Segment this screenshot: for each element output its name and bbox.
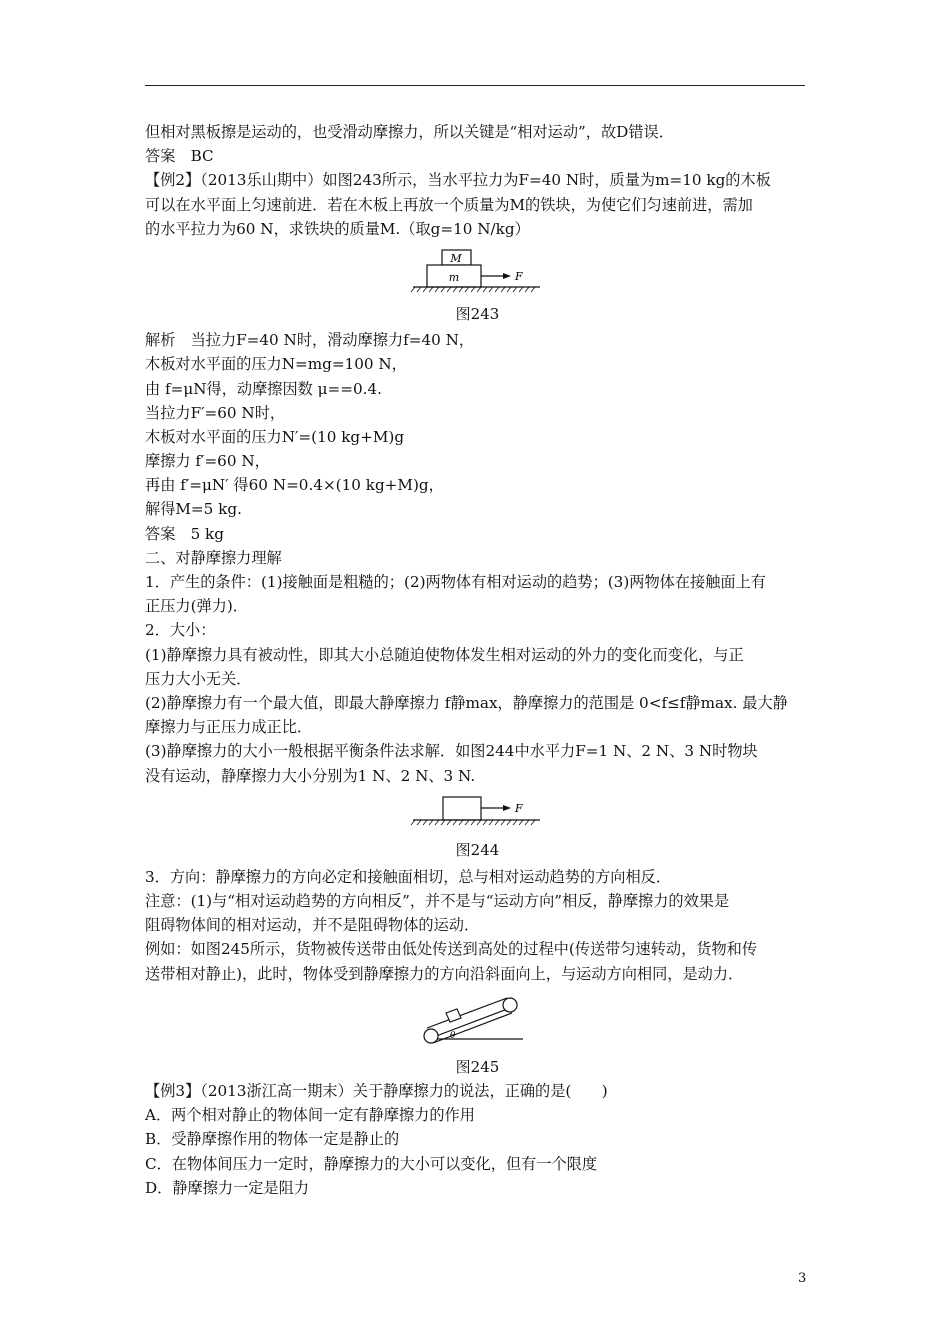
text-line: 由 f=μN得，动摩擦因数 μ==0.4. — [145, 379, 382, 398]
lower-pulley — [424, 1029, 438, 1043]
text-line: 摩擦力 f′=60 N， — [145, 452, 270, 471]
option-b: B．受静摩擦作用的物体一定是静止的 — [145, 1130, 400, 1149]
text-line: 1．产生的条件：(1)接触面是粗糙的；(2)两物体有相对运动的趋势；(3)两物体在接触面上有 — [145, 573, 766, 592]
page-number: 3 — [798, 1271, 807, 1286]
ground-hatch — [411, 287, 535, 292]
ground-hatch — [411, 820, 535, 825]
option-d: D．静摩擦力一定是阻力 — [145, 1178, 310, 1197]
label-M: M — [450, 251, 462, 265]
text-line: 例如：如图245所示，货物被传送带由低处传送到高处的过程中(传送带匀速转动，货物和传 — [145, 940, 758, 959]
text-line: 再由 f′=μN′ 得60 N=0.4×(10 kg+M)g， — [145, 476, 444, 495]
text-line: 压力大小无关． — [145, 669, 252, 688]
text-line: 的水平拉力为60 N，求铁块的质量M.（取g=10 N/kg） — [145, 219, 530, 238]
block — [443, 797, 481, 820]
label-F: F — [515, 269, 523, 283]
figure-245-caption: 图245 — [455, 1058, 500, 1077]
text-line: 木板对水平面的压力N′=(10 kg+M)g — [145, 427, 405, 446]
belt-incline — [431, 1008, 510, 1038]
text-line: 摩擦力与正压力成正比． — [145, 718, 313, 737]
text-line: 正压力(弹力)． — [145, 597, 248, 616]
text-line: 可以在水平面上匀速前进．若在木板上再放一个质量为M的铁块，为使它们匀速前进，需加 — [145, 195, 753, 214]
option-c: C．在物体间压力一定时，静摩擦力的大小可以变化，但有一个限度 — [145, 1154, 598, 1173]
option-a: A．两个相对静止的物体间一定有静摩擦力的作用 — [145, 1106, 475, 1125]
text-line: (2)静摩擦力有一个最大值，即最大静摩擦力 f静max，静摩擦力的范围是 0<f≤f静max. 最大静 — [145, 693, 788, 712]
text-line: 注意：(1)与“相对运动趋势的方向相反”，并不是与“运动方向”相反，静摩擦力的效果是 — [145, 892, 730, 911]
figure-244-diagram — [145, 788, 810, 828]
arrow-head-icon — [503, 273, 511, 279]
text-line: 阻碍物体间的相对运动，并不是阻碍物体的运动． — [145, 916, 480, 935]
figure-245-diagram — [145, 986, 810, 1048]
example-3-line: 【例3】（2013浙江高一期末）关于静摩擦力的说法，正确的是( ) — [145, 1082, 608, 1101]
text-line: 但相对黑板擦是运动的，也受滑动摩擦力，所以关键是“相对运动”，故D错误． — [145, 123, 674, 141]
label-theta: θ — [450, 1030, 456, 1041]
text-line: (3)静摩擦力的大小一般根据平衡条件法求解．如图244中水平力F=1 N、2 N、3 N时物块 — [145, 742, 758, 761]
figure-243-diagram — [145, 241, 810, 293]
figure-244-caption: 图244 — [455, 840, 500, 859]
text-line: 2．大小： — [145, 621, 216, 640]
upper-pulley — [503, 998, 517, 1012]
belt-top — [427, 998, 507, 1028]
arrow-head-icon — [503, 805, 511, 811]
section-heading: 二、对静摩擦力理解 — [145, 548, 282, 567]
figure-245 — [145, 986, 810, 1079]
figure-243-caption: 图243 — [455, 305, 500, 324]
answer-line: 答案 5 kg — [145, 524, 224, 543]
page-content — [145, 120, 810, 1200]
label-m: m — [448, 270, 460, 284]
text-line: 3．方向：静摩擦力的方向必定和接触面相切，总与相对运动趋势的方向相反． — [145, 867, 672, 886]
answer-line: 答案 BC — [145, 147, 214, 166]
text-line: 解得M=5 kg. — [145, 500, 242, 519]
header-rule — [145, 85, 805, 86]
label-F: F — [515, 801, 523, 815]
example-2-line: 【例2】（2013乐山期中）如图243所示，当水平拉力为F=40 N时，质量为m=10 kg的木板 — [145, 171, 771, 190]
solution-line: 解析 当拉力F=40 N时，滑动摩擦力f=40 N， — [145, 331, 475, 350]
text-line: (1)静摩擦力具有被动性，即其大小总随迫使物体发生相对运动的外力的变化而变化，与正 — [145, 645, 744, 664]
text-line: 没有运动，静摩擦力大小分别为1 N、2 N、3 N. — [145, 766, 476, 785]
figure-243 — [145, 241, 810, 328]
text-line: 木板对水平面的压力N=mg=100 N， — [145, 355, 407, 374]
text-line: 送带相对静止)，此时，物体受到静摩擦力的方向沿斜面向上，与运动方向相同，是动力． — [145, 964, 744, 983]
text-line: 当拉力F′=60 N时， — [145, 403, 286, 422]
figure-244 — [145, 788, 810, 865]
